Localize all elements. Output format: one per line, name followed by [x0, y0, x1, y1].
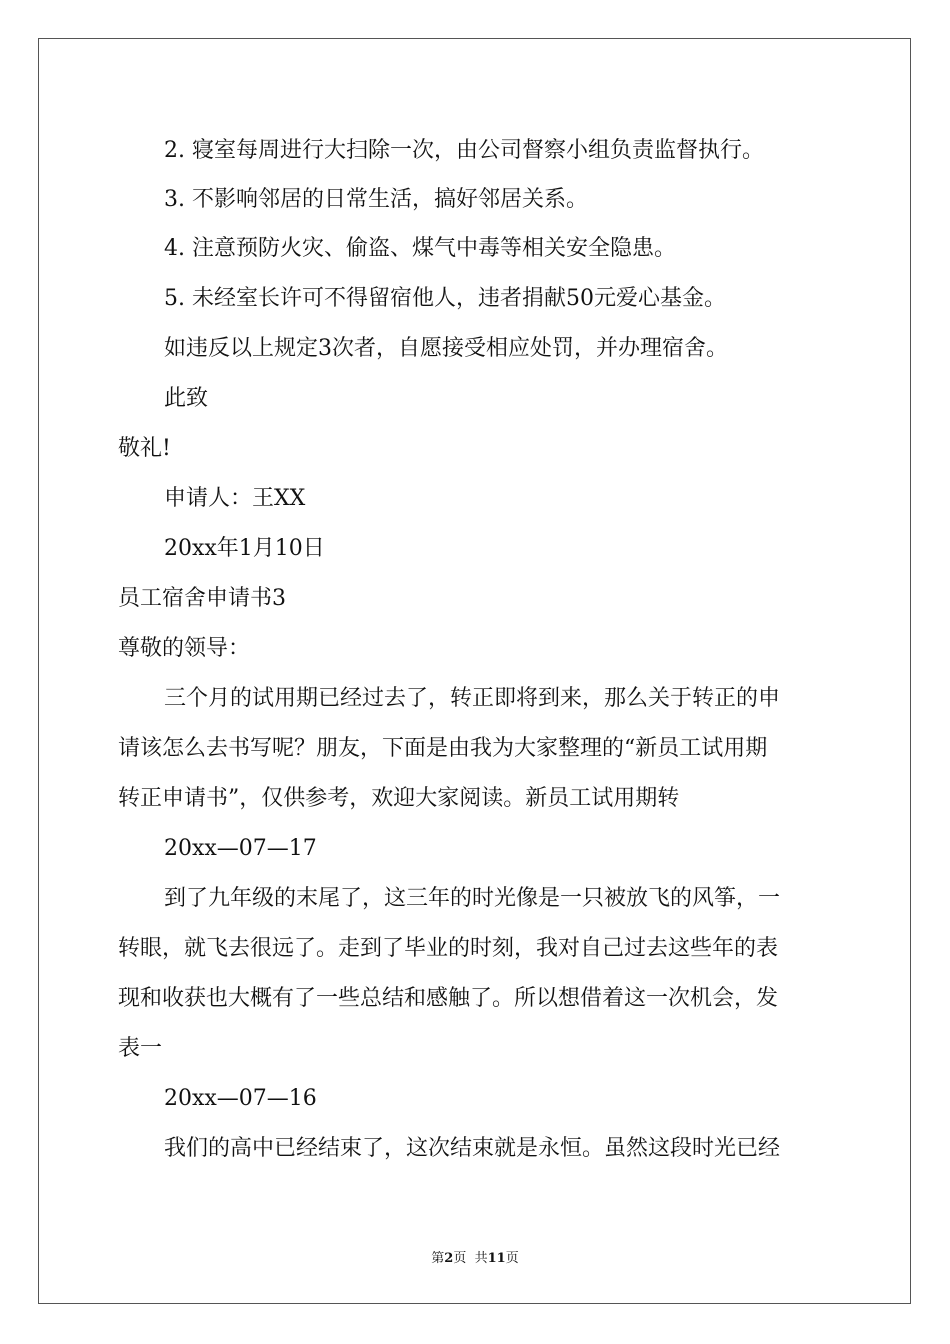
paragraph-line: 我们的高中已经结束了，这次结束就是永恒。虽然这段时光已经 — [164, 1136, 781, 1161]
total-page-count: 11 — [487, 1251, 506, 1266]
paragraph-line: 到了九年级的末尾了，这三年的时光像是一只被放飞的风筝，一 — [164, 886, 781, 911]
paragraph-line: 现和收获也大概有了一些总结和感触了。所以想借着这一次机会，发 — [118, 986, 779, 1011]
violation-note: 如违反以上规定3次者，自愿接受相应处罚，并办理宿舍。 — [164, 336, 728, 361]
closing-salutation: 此致 — [164, 386, 209, 411]
closing-regards: 敬礼! — [118, 436, 171, 461]
page-footer — [0, 1247, 950, 1266]
applicant-line: 申请人：王XX — [164, 486, 306, 511]
paragraph-line: 表一 — [118, 1036, 163, 1061]
footer-suffix: 页 — [505, 1251, 519, 1266]
paragraph-line: 请该怎么去书写呢？朋友，下面是由我为大家整理的“新员工试用期 — [118, 736, 768, 761]
paragraph-line: 转正申请书”，仅供参考，欢迎大家阅读。新员工试用期转 — [118, 786, 680, 811]
rule-item-3: 3. 不影响邻居的日常生活，搞好邻居关系。 — [164, 187, 588, 212]
page-border — [38, 38, 911, 1304]
rule-item-5: 5. 未经室长许可不得留宿他人，违者捐献50元爱心基金。 — [164, 286, 726, 311]
date-line: 20xx年1月10日 — [164, 536, 325, 561]
footer-mid: 页 共 — [453, 1251, 488, 1266]
paragraph-line: 三个月的试用期已经过去了，转正即将到来，那么关于转正的申 — [164, 686, 781, 711]
footer-prefix: 第 — [431, 1251, 445, 1266]
entry-date: 20xx—07—16 — [164, 1086, 317, 1111]
letter-greeting: 尊敬的领导： — [118, 636, 251, 661]
rule-item-4: 4. 注意预防火灾、偷盗、煤气中毒等相关安全隐患。 — [164, 236, 676, 261]
section-title: 员工宿舍申请书3 — [118, 586, 286, 611]
entry-date: 20xx—07—17 — [164, 836, 317, 861]
rule-item-2: 2. 寝室每周进行大扫除一次，由公司督察小组负责监督执行。 — [164, 138, 764, 163]
paragraph-line: 转眼，就飞去很远了。走到了毕业的时刻，我对自己过去这些年的表 — [118, 936, 779, 961]
current-page-number: 2 — [444, 1251, 454, 1266]
